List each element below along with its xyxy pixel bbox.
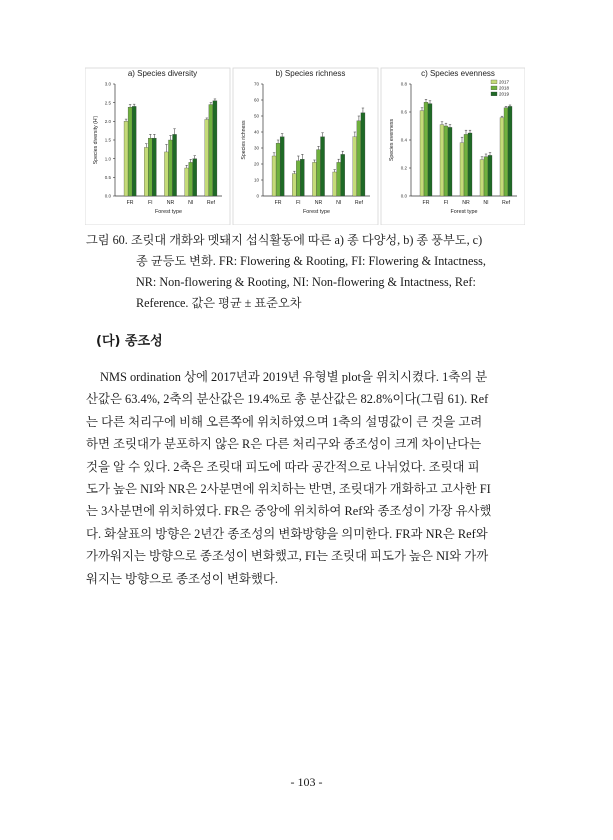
- bar-2018-NI: [189, 162, 193, 196]
- y-tick-label: 60: [253, 97, 259, 103]
- x-tick-label: Ref: [501, 200, 511, 206]
- y-tick-label: 3.0: [104, 81, 111, 87]
- y-tick-label: 30: [253, 145, 259, 151]
- y-tick-label: 0.0: [400, 193, 407, 199]
- y-tick-label: 1.0: [104, 156, 111, 162]
- x-tick-label: Ref: [206, 200, 215, 206]
- x-tick-label: FR: [274, 200, 282, 206]
- bar-2018-NI: [337, 162, 341, 196]
- legend-swatch-2019: [491, 92, 497, 96]
- bar-2018-FR: [424, 102, 428, 196]
- page-number: - 103 -: [290, 775, 323, 789]
- body-line: NMS ordination 상에 2017년과 2019년 유형별 plot을 위치시켰다. 1축의 분: [100, 370, 488, 384]
- x-axis-label: Forest type: [450, 209, 478, 215]
- x-tick-label: FI: [295, 200, 301, 206]
- x-tick-label: NI: [336, 200, 342, 206]
- bar-2019-Ref: [213, 101, 217, 196]
- bar-charts-svg: [85, 60, 525, 225]
- bar-2019-NR: [173, 134, 177, 196]
- body-line: 하면 조릿대가 분포하지 않은 R은 다른 처리구와 종조성이 크게 차이난다는: [86, 437, 482, 452]
- body-line: 다. 화살표의 방향은 2년간 종조성의 변화방향을 의미한다. FR과 NR은 Ref와: [86, 526, 488, 541]
- bar-2019-FR: [132, 106, 136, 196]
- bar-2018-Ref: [357, 121, 361, 196]
- x-axis-label: Forest type: [303, 209, 330, 215]
- bar-2017-Ref: [500, 118, 504, 196]
- bar-2017-NR: [164, 152, 168, 196]
- body-line: 가까워지는 방향으로 종조성이 변화했고, FI는 조릿대 피도가 높은 NI와 가까: [86, 549, 489, 564]
- bar-2017-FI: [440, 125, 444, 196]
- bar-2017-FR: [124, 121, 128, 196]
- y-axis-label: Species evenness: [389, 118, 395, 162]
- bar-2019-FR: [428, 104, 432, 196]
- body-line: 는 3사분면에 위치하였다. FR은 중앙에 위치하여 Ref와 종조성이 가장 유사했: [86, 504, 492, 519]
- y-tick-label: 0.2: [400, 165, 407, 171]
- x-tick-label: Ref: [354, 200, 363, 206]
- x-tick-label: NR: [462, 200, 470, 206]
- section-heading: (다) 종조성: [96, 334, 163, 349]
- bar-2017-Ref: [205, 119, 209, 196]
- x-tick-label: FI: [443, 200, 449, 206]
- y-axis-label: Species richness: [241, 120, 247, 160]
- bar-2018-FI: [444, 126, 448, 196]
- caption-line-3: NR: Non-flowering & Rooting, NI: Non-flowering & Intactness, Ref:: [136, 275, 476, 289]
- y-tick-label: 2.0: [104, 118, 111, 124]
- y-tick-label: 10: [253, 177, 259, 183]
- y-tick-label: 2.5: [104, 100, 111, 106]
- chart-title: a) Species diversity: [127, 69, 198, 78]
- x-tick-label: FR: [126, 200, 134, 206]
- y-tick-label: 40: [253, 129, 259, 135]
- x-axis-label: Forest type: [155, 209, 182, 215]
- bar-2019-NR: [468, 133, 472, 196]
- caption-line-1: 그림 60. 조릿대 개화와 멧돼지 섭식활동에 따른 a) 종 다양성, b) 종 풍부도, c): [86, 233, 483, 247]
- x-tick-label: NR: [166, 200, 175, 206]
- chart-panel-1: [85, 68, 230, 225]
- x-tick-label: NI: [483, 200, 489, 206]
- bar-2018-NR: [464, 134, 468, 196]
- bar-2018-NR: [316, 150, 320, 196]
- bar-2019-NI: [341, 154, 345, 196]
- y-tick-label: 0.8: [400, 81, 407, 87]
- bar-2018-Ref: [209, 105, 213, 196]
- bar-2018-FR: [276, 143, 280, 196]
- chart-panel-2: [233, 68, 378, 225]
- bar-2019-FI: [152, 138, 156, 196]
- bar-2018-Ref: [504, 108, 508, 196]
- legend-label: 2019: [499, 91, 510, 97]
- bar-2017-FI: [144, 147, 148, 196]
- legend-label: 2017: [499, 79, 510, 85]
- figure-species-charts: [85, 60, 525, 225]
- bar-2019-FI: [448, 127, 452, 196]
- y-tick-label: 0.6: [400, 109, 407, 115]
- bar-2017-NI: [185, 168, 189, 196]
- bar-2018-FI: [148, 138, 152, 196]
- chart-title: c) Species evenness: [421, 69, 495, 78]
- y-tick-label: 0: [256, 193, 259, 199]
- y-tick-label: 0.5: [104, 174, 111, 180]
- x-tick-label: FR: [422, 200, 430, 206]
- y-tick-label: 1.5: [104, 137, 111, 143]
- bar-2018-FI: [296, 161, 300, 196]
- caption-line-4: Reference. 값은 평균 ± 표준오차: [136, 296, 302, 310]
- legend-label: 2018: [499, 85, 510, 91]
- body-paragraph: [86, 366, 532, 590]
- caption-line-2: 종 균등도 변화. FR: Flowering & Rooting, FI: Flowering & Intactness,: [136, 254, 486, 268]
- bar-2019-NR: [321, 137, 325, 196]
- bar-2019-FR: [280, 137, 284, 196]
- bar-2017-Ref: [353, 137, 357, 196]
- body-line: 것을 알 수 있다. 2축은 조릿대 피도에 따라 공간적으로 나뉘었다. 조릿대 피: [86, 459, 480, 474]
- bar-2019-Ref: [508, 106, 512, 196]
- bar-2017-FR: [272, 156, 276, 196]
- body-line: 워지는 방향으로 종조성이 변화했다.: [86, 571, 278, 586]
- bar-2017-NI: [333, 172, 337, 196]
- bar-2019-Ref: [361, 113, 365, 196]
- bar-2017-FR: [420, 111, 424, 196]
- bar-2018-FR: [128, 107, 132, 196]
- bar-2017-NI: [480, 160, 484, 196]
- bar-2017-NR: [460, 143, 464, 196]
- bar-2017-FI: [292, 174, 296, 196]
- chart-title: b) Species richness: [275, 69, 346, 78]
- bar-2019-NI: [193, 159, 197, 196]
- y-tick-label: 0.4: [400, 137, 407, 143]
- x-tick-label: FI: [147, 200, 153, 206]
- y-tick-label: 20: [253, 161, 259, 167]
- legend-swatch-2017: [491, 80, 497, 84]
- body-line: 는 다른 처리구에 비해 오른쪽에 위치하였으며 1축의 설명값이 큰 것을 고려: [86, 414, 483, 429]
- y-tick-label: 0.0: [104, 193, 111, 199]
- body-line: 도가 높은 NI와 NR은 2사분면에 위치하는 반면, 조릿대가 개화하고 고사한 FI: [86, 482, 491, 497]
- x-tick-label: NI: [188, 200, 194, 206]
- y-tick-label: 50: [253, 113, 259, 119]
- bar-2019-FI: [300, 159, 304, 196]
- x-tick-label: NR: [314, 200, 323, 206]
- y-tick-label: 70: [253, 81, 259, 87]
- bar-2019-NI: [488, 155, 492, 196]
- y-axis-label: Species diversity (H'): [93, 115, 99, 165]
- figure-caption: [86, 230, 534, 314]
- chart-panel-3: [381, 68, 525, 225]
- bar-2018-NI: [484, 157, 488, 196]
- bar-2017-NR: [312, 162, 316, 196]
- legend-swatch-2018: [491, 86, 497, 90]
- bar-2018-NR: [168, 140, 172, 196]
- body-line: 산값은 63.4%, 2축의 분산값은 19.4%로 총 분산값은 82.8%이다(그림 61). Ref: [86, 392, 489, 407]
